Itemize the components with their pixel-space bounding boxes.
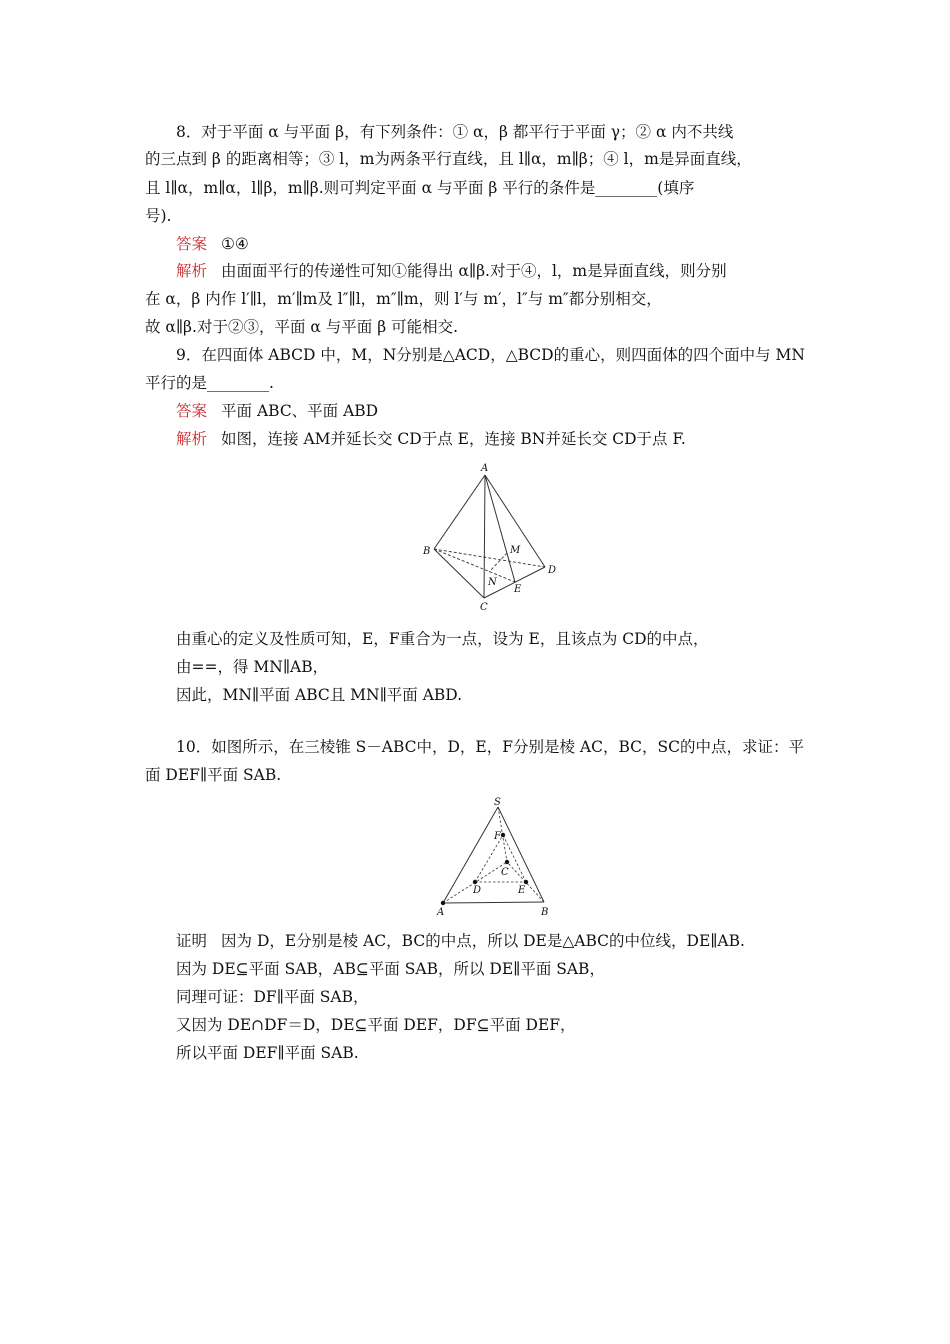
- q8-text-line-4: 号).: [145, 207, 172, 225]
- label-a: A: [481, 463, 489, 474]
- segment-df: [475, 835, 503, 882]
- analysis-label: 解析: [176, 262, 208, 280]
- answer-label: 答案: [176, 235, 208, 253]
- segment-mn: [489, 553, 507, 572]
- q10-proof-line-4: 又因为 DE∩DF＝D，DE⊆平面 DEF，DF⊆平面 DEF，: [176, 1016, 576, 1034]
- q9-after-line-1: 由重心的定义及性质可知，E，F重合为一点，设为 E，且该点为 CD的中点，: [176, 630, 709, 648]
- answer-value: 平面 ABC、平面 ABD: [221, 402, 379, 420]
- q10-proof-line-5: 所以平面 DEF∥平面 SAB.: [176, 1044, 359, 1062]
- proof-label: 证明: [176, 932, 208, 950]
- q9-after-line-3: 因此，MN∥平面 ABC且 MN∥平面 ABD.: [176, 686, 463, 704]
- edge-ac: [484, 475, 485, 598]
- q8-text-line-1: 8．对于平面 α 与平面 β，有下列条件：① α，β 都平行于平面 γ；② α 内不共线: [176, 123, 734, 141]
- edge-ab: [443, 902, 544, 903]
- segment-ae: [485, 475, 515, 582]
- edge-bd-hidden: [434, 549, 545, 567]
- label-m: M: [510, 545, 521, 556]
- q8-text-line-3: 且 l∥α，m∥α，l∥β，m∥β.则可判定平面 α 与平面 β 平行的条件是________(填序: [145, 179, 695, 197]
- point-a: [441, 901, 445, 905]
- label-b: B: [423, 546, 431, 557]
- triangular-pyramid-figure: [430, 795, 560, 920]
- edge-bc: [434, 549, 484, 598]
- label-s: S: [494, 797, 501, 808]
- q10-proof-line-2: 因为 DE⊆平面 SAB，AB⊆平面 SAB，所以 DE∥平面 SAB，: [176, 960, 605, 978]
- label-d: D: [473, 885, 482, 896]
- point-d: [473, 880, 477, 884]
- q10-text-line-2: 面 DEF∥平面 SAB.: [145, 766, 282, 784]
- edge-ab: [434, 475, 485, 549]
- q10-proof-line-3: 同理可证：DF∥平面 SAB，: [176, 988, 369, 1006]
- tetrahedron-figure: [415, 458, 565, 618]
- q9-text-line-1: 9．在四面体 ABCD 中，M，N分别是△ACD，△BCD的重心，则四面体的四个面中与 MN: [176, 346, 805, 364]
- q8-analysis-line-2: 在 α，β 内作 l′∥l，m′∥m及 l″∥l，m″∥m，则 l′与 m′，l″与 m″都分别相交，: [145, 290, 662, 308]
- q10-proof-line-1: [176, 930, 846, 952]
- label-d: D: [548, 565, 557, 576]
- q8-analysis-line-1: [176, 260, 846, 282]
- analysis-text: 如图，连接 AM并延长交 CD于点 E，连接 BN并延长交 CD于点 F.: [221, 430, 686, 448]
- q9-after-line-2: 由==，得 MN∥AB，: [176, 658, 329, 676]
- analysis-text: 由面面平行的传递性可知①能得出 α∥β.对于④，l，m是异面直线，则分别: [221, 262, 727, 280]
- label-c: C: [501, 867, 509, 878]
- point-e: [524, 880, 528, 884]
- label-b: B: [541, 907, 549, 918]
- analysis-label: 解析: [176, 430, 208, 448]
- q8-analysis-line-3: 故 α∥β.对于②③，平面 α 与平面 β 可能相交.: [145, 318, 459, 336]
- point-c: [505, 860, 509, 864]
- q10-text-line-1: 10．如图所示，在三棱锥 S－ABC中，D，E，F分别是棱 AC，BC，SC的中点，求证：平: [176, 738, 804, 756]
- label-c: C: [480, 602, 488, 613]
- answer-value: ①④: [221, 235, 249, 253]
- q9-analysis: [176, 428, 846, 450]
- label-f: F: [494, 831, 501, 842]
- q9-answer: [176, 400, 846, 422]
- answer-label: 答案: [176, 402, 208, 420]
- q9-text-line-2: 平行的是________.: [145, 374, 274, 392]
- label-a: A: [437, 907, 445, 918]
- label-n: N: [488, 577, 497, 588]
- segment-be: [434, 549, 515, 582]
- label-e: E: [518, 885, 526, 896]
- q8-answer: [176, 233, 846, 255]
- q8-text-line-2: 的三点到 β 的距离相等；③ l，m为两条平行直线，且 l∥α，m∥β；④ l，m是异面直线，: [145, 150, 752, 168]
- proof-text: 因为 D，E分别是棱 AC，BC的中点，所以 DE是△ABC的中位线，DE∥AB.: [221, 932, 745, 950]
- label-e: E: [514, 584, 522, 595]
- edge-sa: [443, 807, 498, 903]
- point-f: [501, 833, 505, 837]
